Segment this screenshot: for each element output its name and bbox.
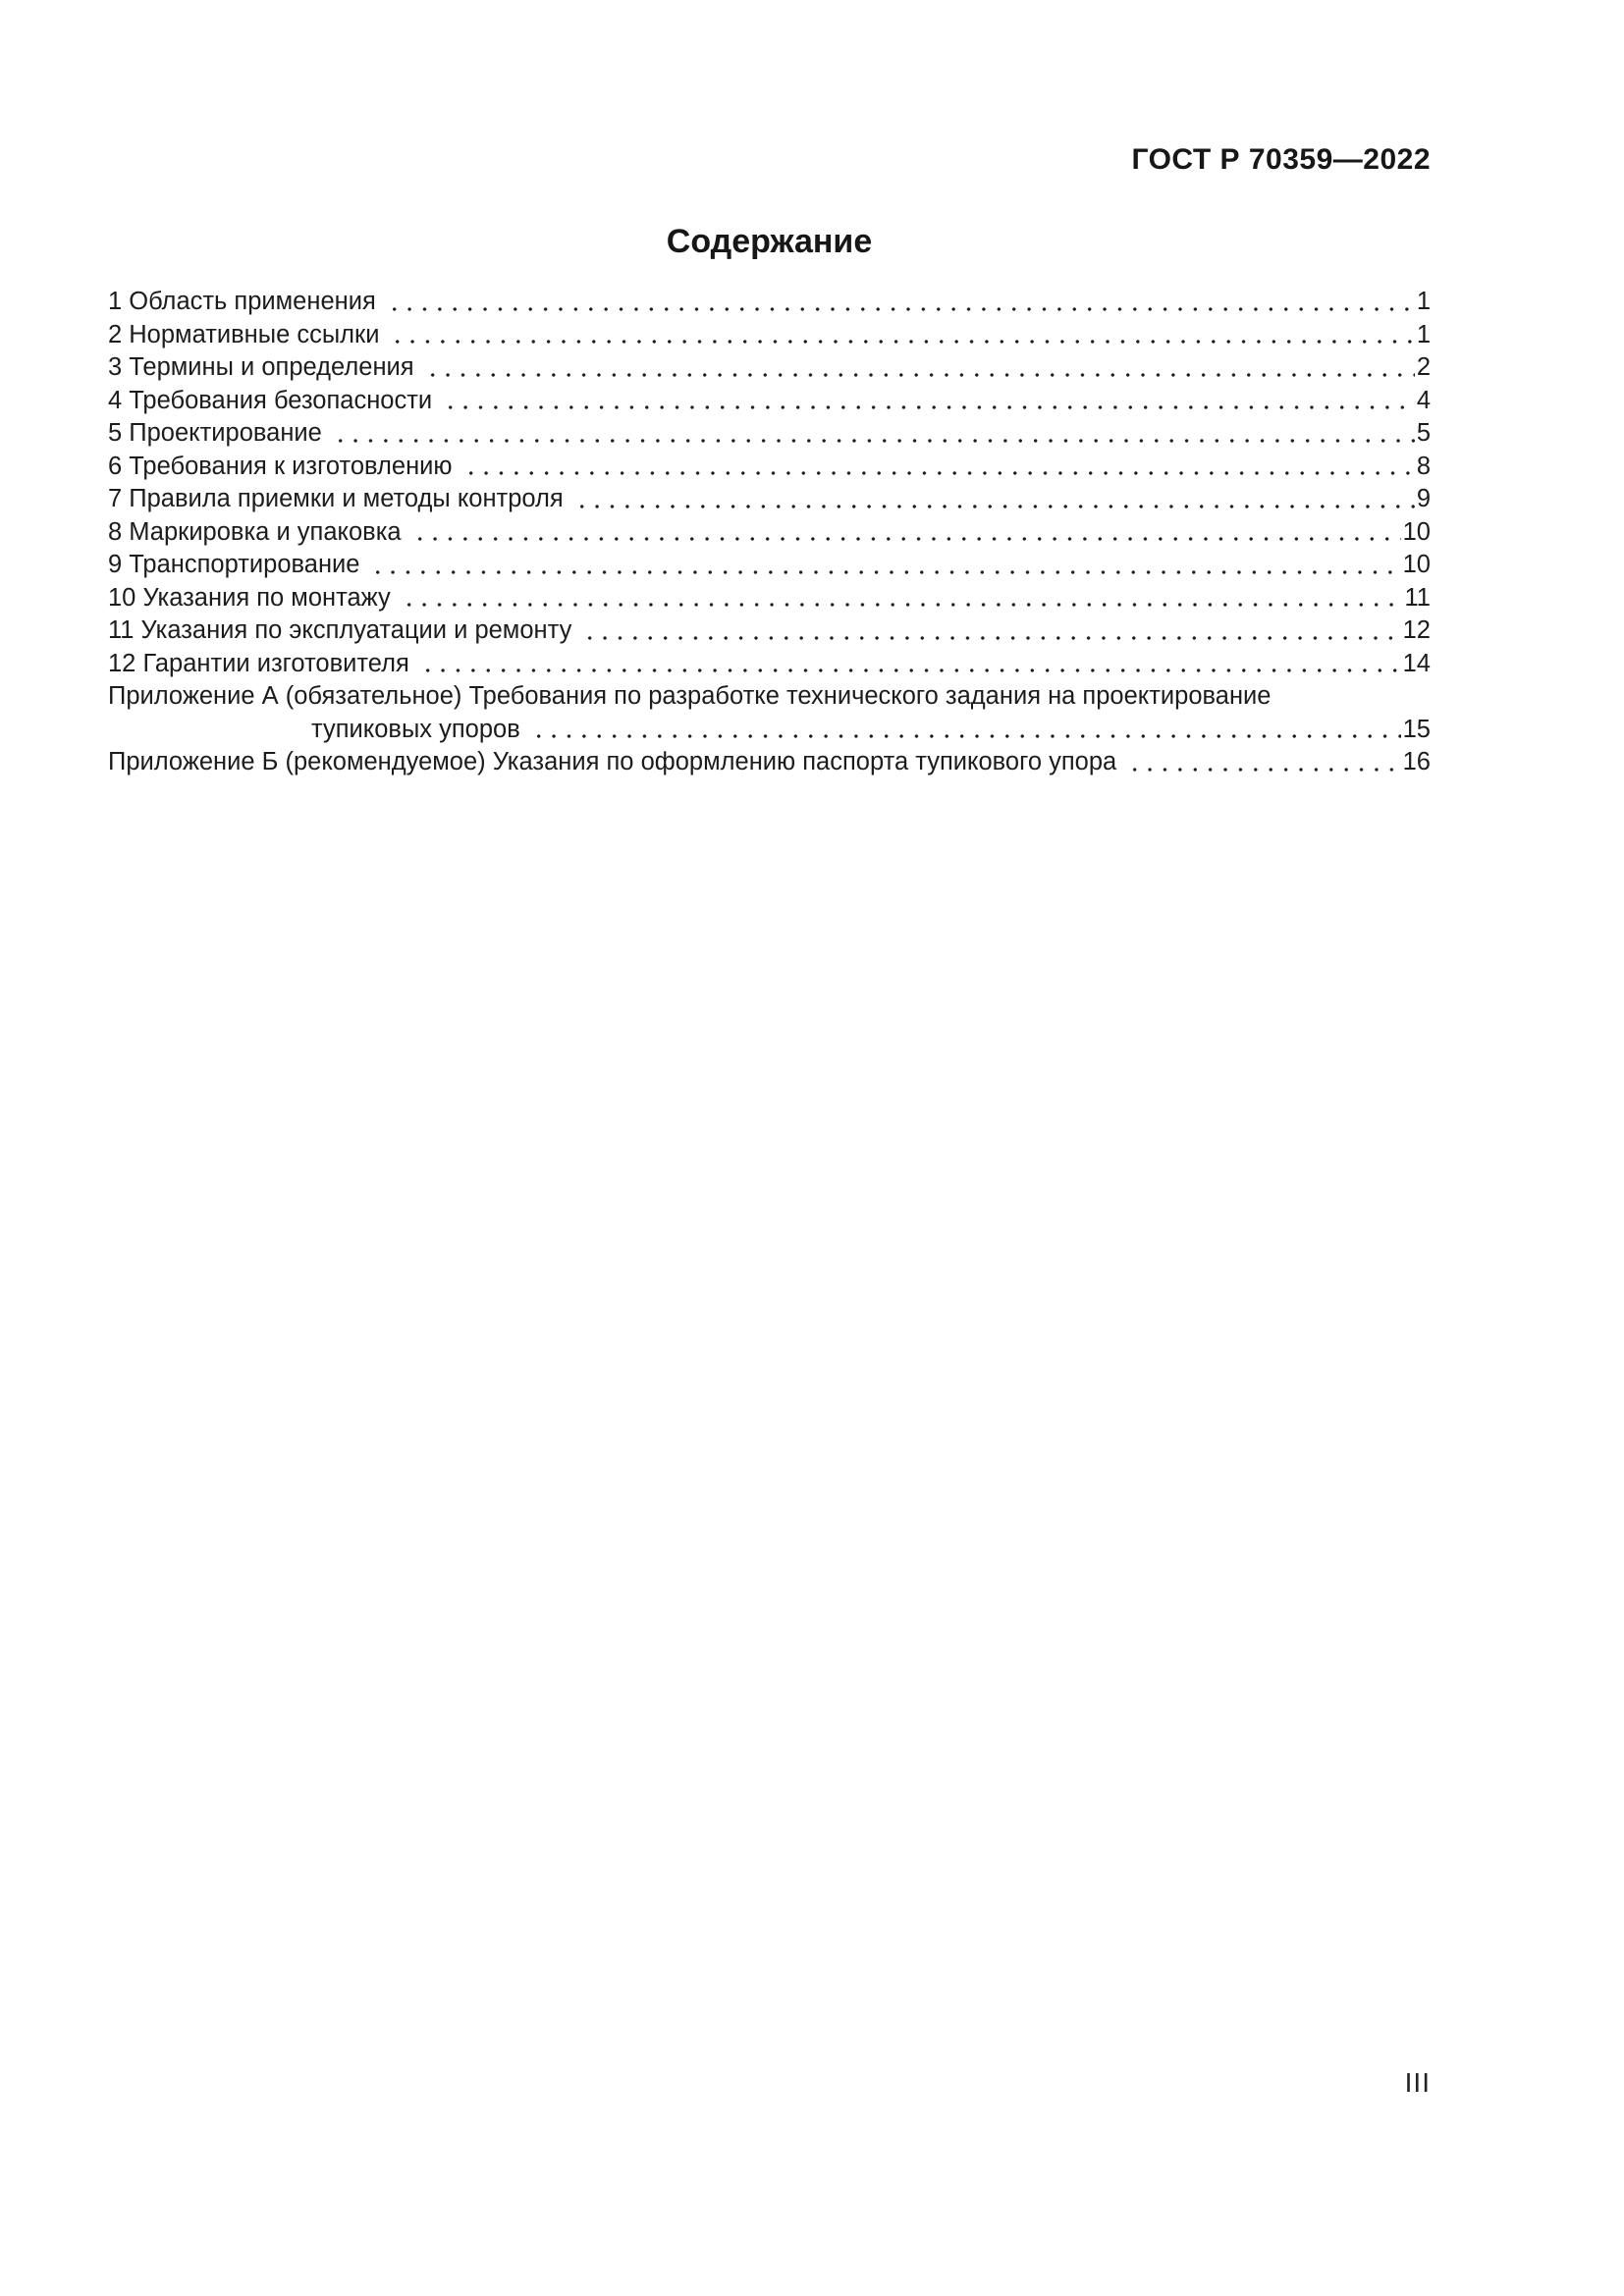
dot-leader: [386, 319, 1414, 352]
toc-entry: [108, 516, 1431, 550]
toc-entry-appendix-a-line1: [108, 680, 1431, 714]
toc-entry-page: 14: [1402, 649, 1431, 677]
toc-entry: [108, 319, 1431, 352]
toc-entry-label: Приложение Б (рекомендуемое) Указания по оформлению паспорта тупикового упора: [108, 748, 1117, 775]
toc-entry: [108, 351, 1431, 385]
dot-leader: [366, 549, 1400, 582]
toc-entry-page: 4: [1416, 386, 1431, 414]
toc-entry-page: 12: [1402, 616, 1431, 644]
page-number: III: [1404, 2067, 1431, 2098]
toc-entry-label: 7 Правила приемки и методы контроля: [108, 485, 564, 512]
dot-leader: [421, 351, 1415, 385]
dot-leader: [383, 286, 1415, 319]
toc-entry: [108, 286, 1431, 319]
toc-entry-label: 3 Термины и определения: [108, 353, 414, 381]
toc-entry-page: 5: [1416, 419, 1431, 447]
toc-entry: [108, 614, 1431, 648]
dot-leader: [460, 451, 1415, 484]
toc-entry: [108, 417, 1431, 451]
toc-entry: [108, 582, 1431, 615]
toc-entry-label: 2 Нормативные ссылки: [108, 320, 380, 348]
toc-entry-page: 1: [1416, 288, 1431, 315]
toc-entry-page: 9: [1416, 485, 1431, 512]
dot-leader: [439, 385, 1415, 418]
toc-entry-page: 10: [1402, 517, 1431, 546]
toc-entry-label: 10 Указания по монтажу: [108, 583, 391, 612]
toc-entry-label: тупиковых упоров: [311, 715, 520, 743]
toc-entry: [108, 648, 1431, 681]
toc-entry-label: 12 Гарантии изготовителя: [108, 649, 409, 677]
toc-entry-page: 15: [1402, 715, 1431, 743]
toc-entry-appendix-a-line2: [108, 714, 1431, 747]
toc-entry-label: 5 Проектирование: [108, 419, 322, 447]
page-title: Содержание: [666, 223, 873, 260]
toc-entry-label: 4 Требования безопасности: [108, 386, 433, 414]
toc-entry: [108, 451, 1431, 484]
document-code-header: ГОСТ Р 70359—2022: [1131, 143, 1431, 176]
toc-entry-label: Приложение А (обязательное) Требования по разработке технического задания на проектирование: [108, 682, 1272, 710]
toc-entry-page: 11: [1404, 583, 1431, 612]
toc-entry-appendix-b: [108, 746, 1431, 779]
toc-entry-page: 10: [1402, 551, 1431, 578]
toc-entry-label: 9 Транспортирование: [108, 551, 360, 578]
dot-leader: [570, 483, 1415, 516]
toc-entry-label: 11 Указания по эксплуатации и ремонту: [108, 616, 572, 644]
toc-entry-page: 1: [1416, 320, 1431, 348]
toc-entry-label: 1 Область применения: [108, 288, 376, 315]
dot-leader: [398, 582, 1403, 615]
toc-entry-page: 2: [1416, 353, 1431, 381]
toc-entry: [108, 385, 1431, 418]
toc-entry-label: 6 Требования к изготовлению: [108, 452, 453, 480]
toc-entry-page: 8: [1416, 452, 1431, 480]
dot-leader: [416, 648, 1401, 681]
dot-leader: [527, 714, 1401, 747]
table-of-contents: [108, 286, 1431, 779]
toc-entry: [108, 549, 1431, 582]
toc-entry-page: 16: [1402, 748, 1431, 775]
toc-entry: [108, 483, 1431, 516]
dot-leader: [1123, 746, 1400, 779]
dot-leader: [578, 614, 1400, 648]
dot-leader: [408, 516, 1401, 550]
toc-entry-label: 8 Маркировка и упаковка: [108, 517, 402, 546]
dot-leader: [329, 417, 1415, 451]
